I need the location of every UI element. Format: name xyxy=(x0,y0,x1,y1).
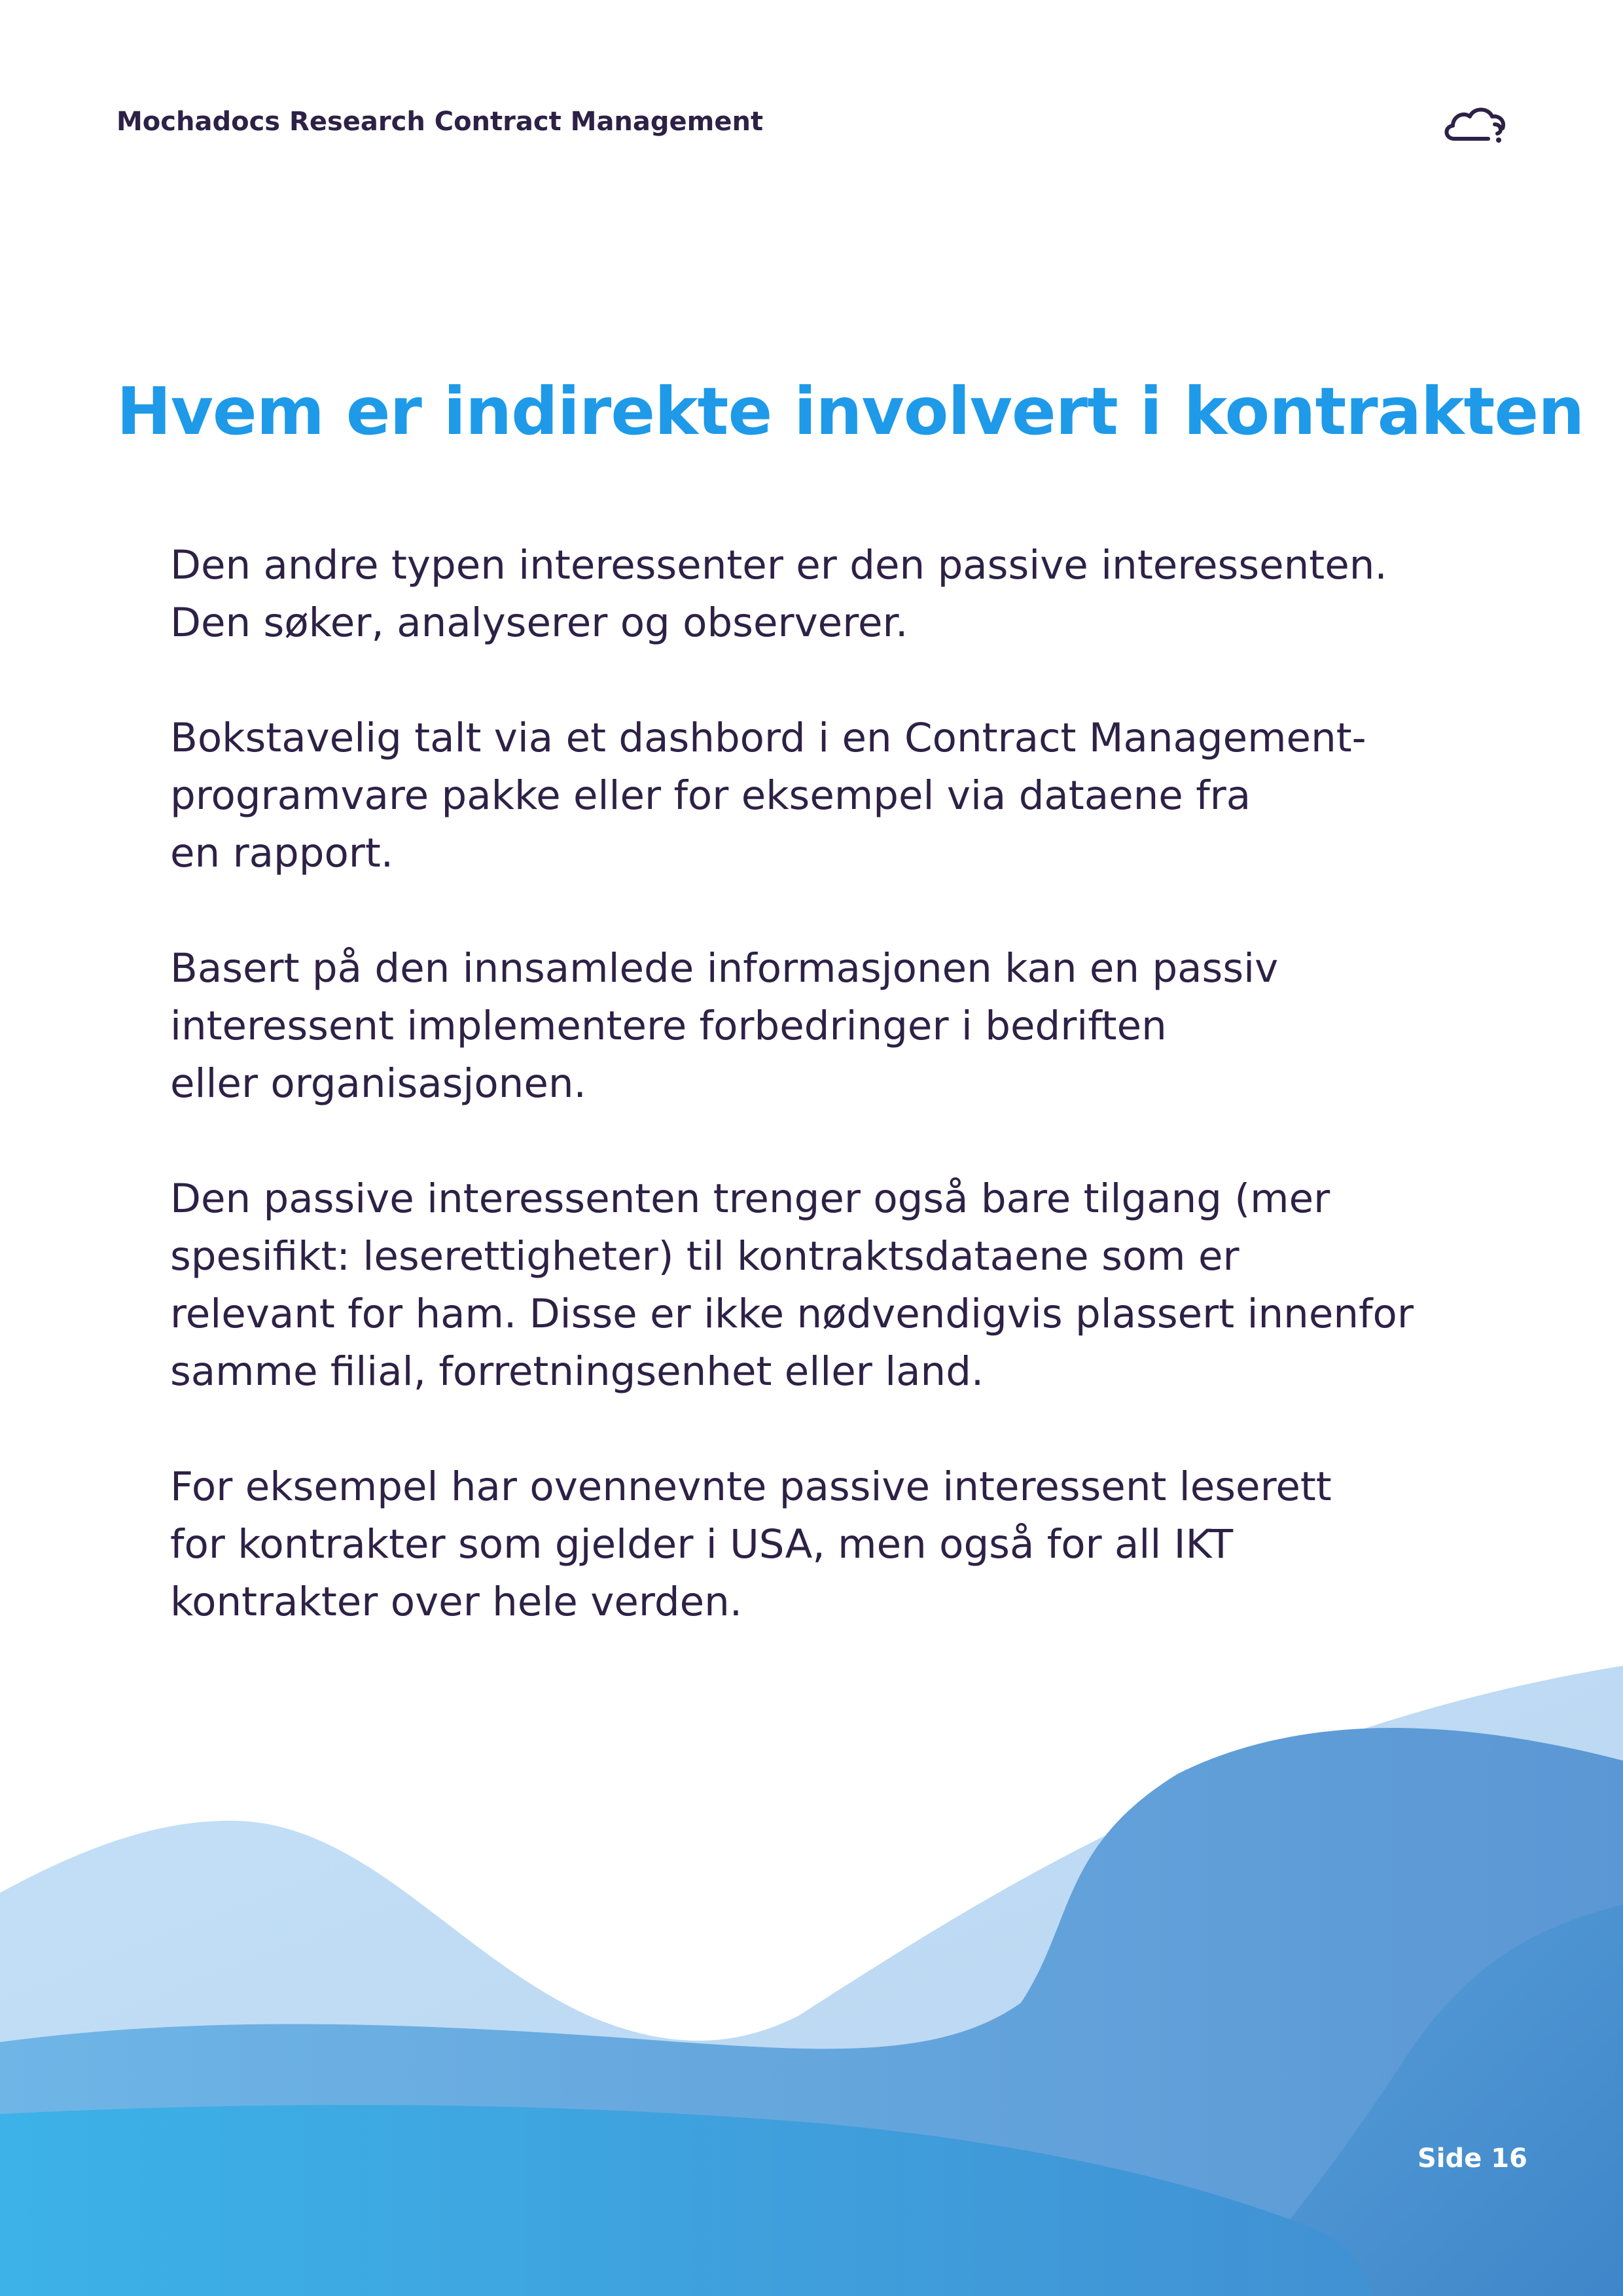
paragraph xyxy=(170,1458,1479,1631)
text-line: spesifikt: leserettigheter) til kontraktsdataene som er xyxy=(170,1233,1240,1280)
text-line: for kontrakter som gjelder i USA, men også for all IKT xyxy=(170,1521,1234,1568)
paragraph xyxy=(170,940,1479,1113)
paragraph xyxy=(170,709,1479,882)
text-line: relevant for ham. Disse er ikke nødvendigvis plassert innenfor xyxy=(170,1291,1414,1337)
text-line: Den andre typen interessenter er den passive interessenten. xyxy=(170,542,1387,588)
text-line: For eksempel har ovennevnte passive interessent leserett xyxy=(170,1463,1332,1510)
page-title: Hvem er indirekte involvert i kontrakten xyxy=(116,373,1584,450)
text-line: Bokstavelig talt via et dashbord i en Contract Management- xyxy=(170,715,1366,761)
text-line: Den passive interessenten trenger også bare tilgang (mer xyxy=(170,1175,1330,1222)
text-line: kontrakter over hele verden. xyxy=(170,1579,743,1625)
cloud-logo-icon xyxy=(1440,98,1512,151)
paragraph xyxy=(170,1170,1479,1401)
page-number: Side 16 xyxy=(1418,2144,1527,2174)
paragraph xyxy=(170,537,1479,652)
text-line: programvare pakke eller for eksempel via dataene fra xyxy=(170,772,1251,819)
text-line: eller organisasjonen. xyxy=(170,1060,586,1107)
text-line: interessent implementere forbedringer i bedriften xyxy=(170,1003,1167,1049)
text-line: Den søker, analyserer og observerer. xyxy=(170,600,908,646)
text-line: en rapport. xyxy=(170,830,394,876)
text-line: samme filial, forretningsenhet eller land. xyxy=(170,1348,984,1395)
body-text xyxy=(170,537,1479,1689)
header-title: Mochadocs Research Contract Management xyxy=(116,107,764,137)
decorative-waves xyxy=(0,1649,1623,2296)
text-line: Basert på den innsamlede informasjonen kan en passiv xyxy=(170,945,1279,992)
